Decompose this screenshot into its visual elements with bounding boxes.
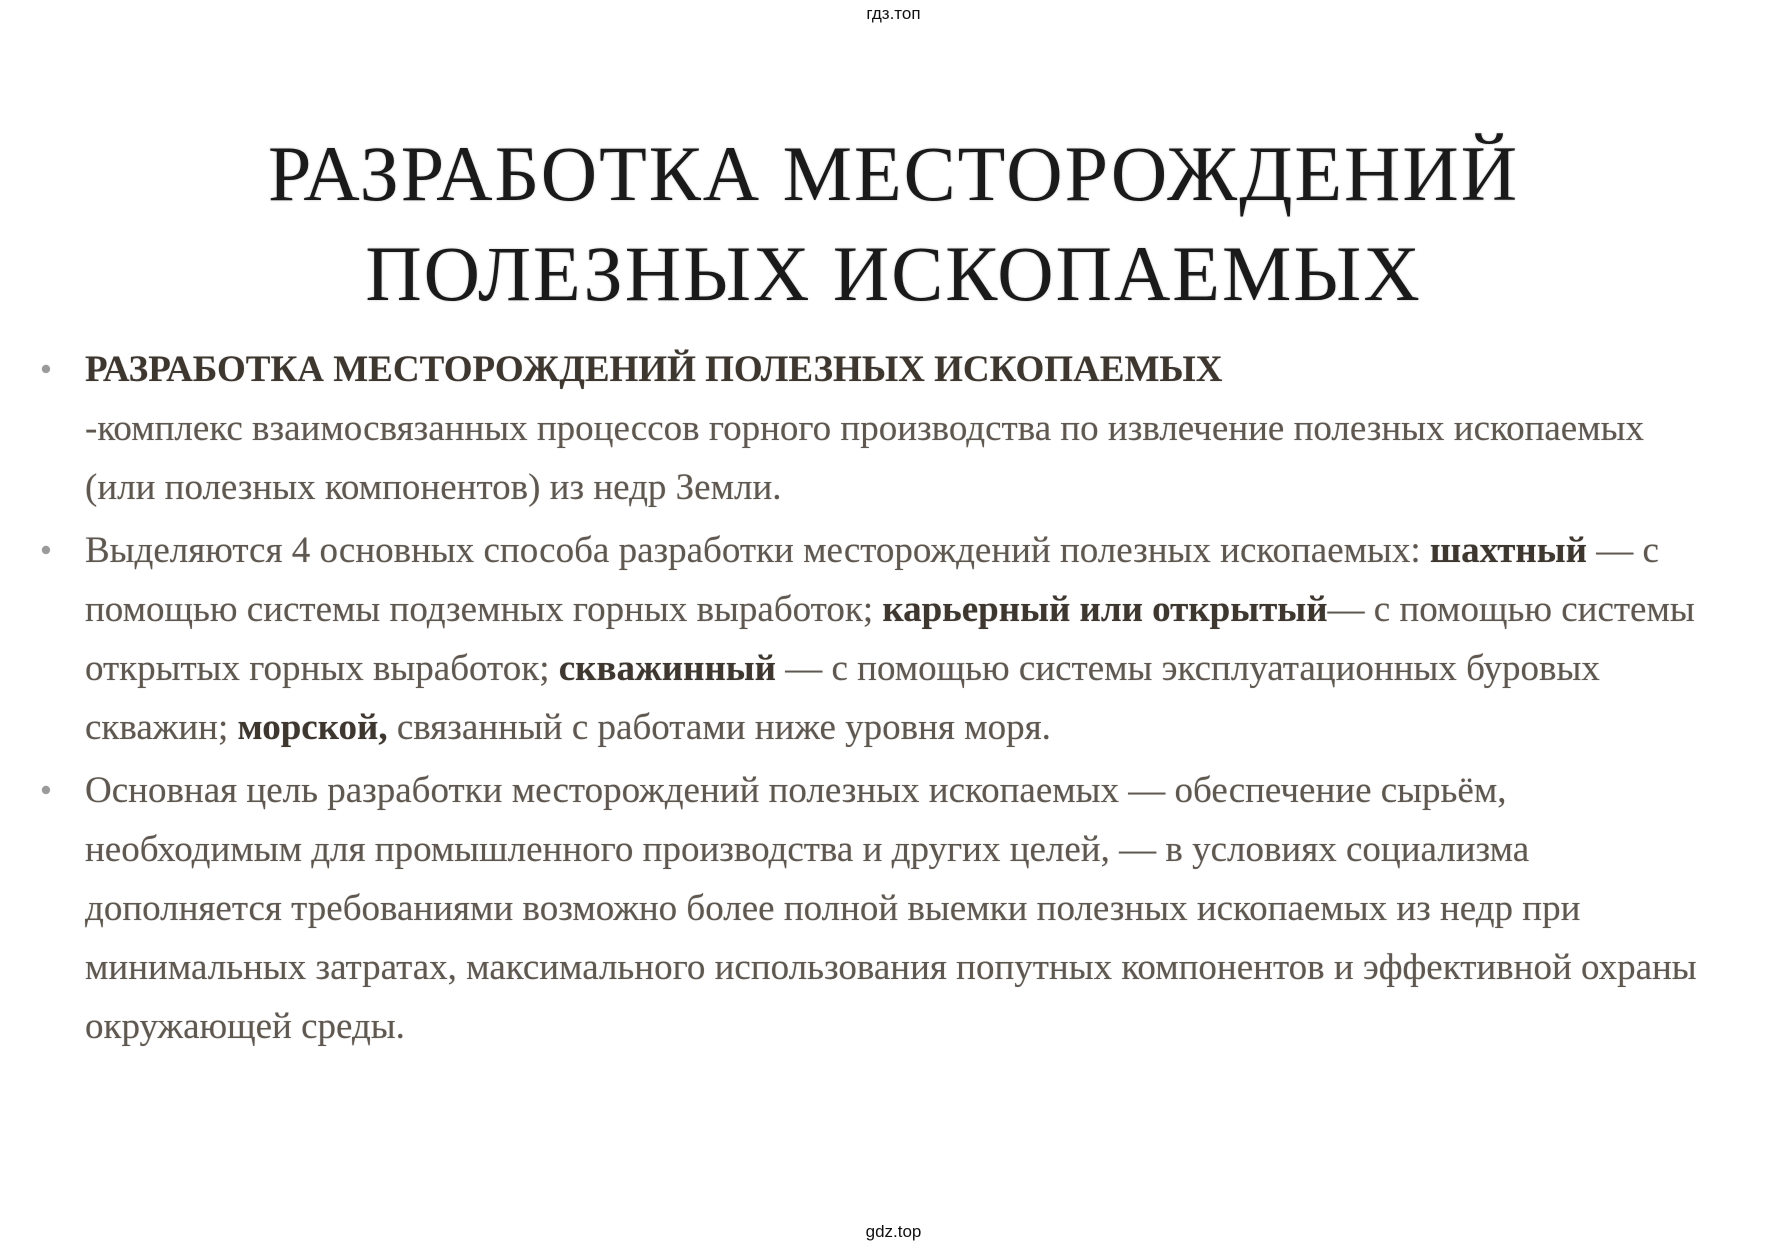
bullet-methods [40, 521, 1720, 757]
method-mine-desc: — с помощью системы подземных горных выработок; [85, 530, 1659, 630]
bullet-goal [40, 761, 1720, 1056]
definition-text: -комплекс взаимосвязанных процессов горного производства по извлечение полезных ископаемых (или полезных компонентов) из недр Земли. [85, 408, 1645, 508]
method-marine-desc: связанный с работами ниже уровня моря. [387, 707, 1051, 748]
method-mine: шахтный [1429, 530, 1587, 571]
bullet-definition [40, 340, 1720, 517]
definition-term: РАЗРАБОТКА МЕСТОРОЖДЕНИЙ ПОЛЕЗНЫХ ИСКОПАЕМЫХ [85, 349, 1223, 390]
bullet-dot-icon: • [40, 351, 52, 388]
bullet-dot-icon: • [40, 772, 52, 809]
slide [0, 40, 1787, 1210]
watermark-top: гдз.топ [866, 4, 921, 23]
bullet-dot-icon: • [40, 532, 52, 569]
method-borehole-desc: — с помощью системы эксплуатационных буровых скважин; [85, 648, 1600, 748]
slide-title-line-2: ПОЛЕЗНЫХ ИСКОПАЕМЫХ [365, 230, 1422, 318]
method-open-pit-desc: — с помощью системы открытых горных выработок; [85, 589, 1695, 689]
method-marine: морской, [237, 707, 388, 748]
method-borehole: скважинный [558, 648, 776, 689]
methods-intro: Выделяются 4 основных способа разработки месторождений полезных ископаемых: [85, 530, 1430, 571]
slide-title [0, 124, 1787, 324]
watermark-bottom: gdz.top [865, 1222, 922, 1241]
method-open-pit: карьерный или открытый [882, 589, 1328, 630]
goal-text: Основная цель разработки месторождений полезных ископаемых — обеспечение сырьём, необходимым для промышленного производства и других целей, — в условиях социализма дополняется требованиями возможно более полной выемки полезных ископаемых из недр при минимальных затратах, максимального использования попутных компонентов и эффективной охраны окружающей среды. [85, 770, 1697, 1047]
bullet-list [40, 340, 1720, 1060]
slide-title-line-1: РАЗРАБОТКА МЕСТОРОЖДЕНИЙ [267, 130, 1520, 218]
